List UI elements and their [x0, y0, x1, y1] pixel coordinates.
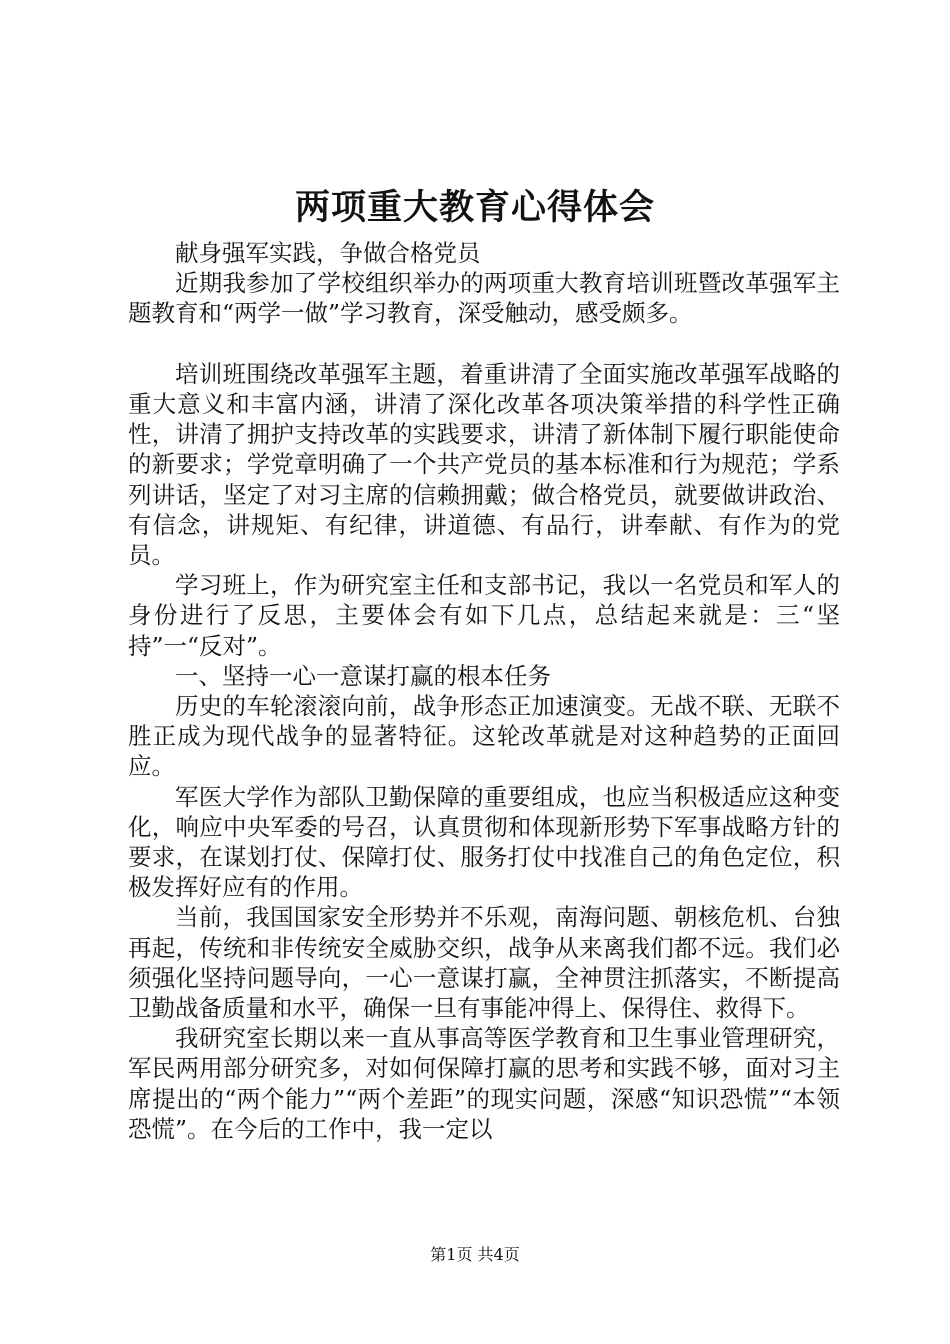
paragraph: 当前，我国国家安全形势并不乐观，南海问题、朝核危机、台独再起，传统和非传统安全威胁交织，战争从来离我们都不远。我们必须强化坚持问题导向，一心一意谋打赢，全神贯注抓落实，不断提高卫勤战备质量和水平，确保一旦有事能冲得上、保得住、救得下。	[128, 903, 840, 1023]
paragraph: 历史的车轮滚滚向前，战争形态正加速演变。无战不联、无联不胜正成为现代战争的显著特征。这轮改革就是对这种趋势的正面回应。	[128, 692, 840, 781]
section-heading: 一、坚持一心一意谋打赢的根本任务	[175, 661, 551, 690]
paragraph: 军医大学作为部队卫勤保障的重要组成，也应当积极适应这种变化，响应中央军委的号召，认真贯彻和体现新形势下军事战略方针的要求，在谋划打仗、保障打仗、服务打仗中找准自己的角色定位，积极发挥好应有的作用。	[128, 782, 840, 902]
page-footer: 第1页 共4页	[430, 1245, 520, 1264]
paragraph: 我研究室长期以来一直从事高等医学教育和卫生事业管理研究，军民两用部分研究多，对如何保障打赢的思考和实践不够，面对习主席提出的“两个能力”“两个差距”的现实问题，深感“知识恐慌”“本领恐慌”。在今后的工作中，我一定以	[128, 1024, 840, 1143]
document-title: 两项重大教育心得体会	[294, 187, 655, 228]
document-body	[128, 238, 840, 1144]
paragraph: 培训班围绕改革强军主题，着重讲清了全面实施改革强军战略的重大意义和丰富内涵，讲清了深化改革各项决策举措的科学性正确性，讲清了拥护支持改革的实践要求，讲清了新体制下履行职能使命的新要求；学党章明确了一个共产党员的基本标准和行为规范；学系列讲话，坚定了对习主席的信赖拥戴；做合格党员，就要做讲政治、有信念，讲规矩、有纪律，讲道德、有品行，讲奉献、有作为的党员。	[128, 359, 840, 570]
paragraph: 近期我参加了学校组织举办的两项重大教育培训班暨改革强军主题教育和“两学一做”学习教育，深受触动，感受颇多。	[128, 269, 840, 328]
paragraph: 学习班上，作为研究室主任和支部书记，我以一名党员和军人的身份进行了反思，主要体会有如下几点，总结起来就是：三“坚持”一“反对”。	[128, 571, 840, 660]
paragraph-subtitle: 献身强军实践，争做合格党员	[175, 239, 481, 267]
